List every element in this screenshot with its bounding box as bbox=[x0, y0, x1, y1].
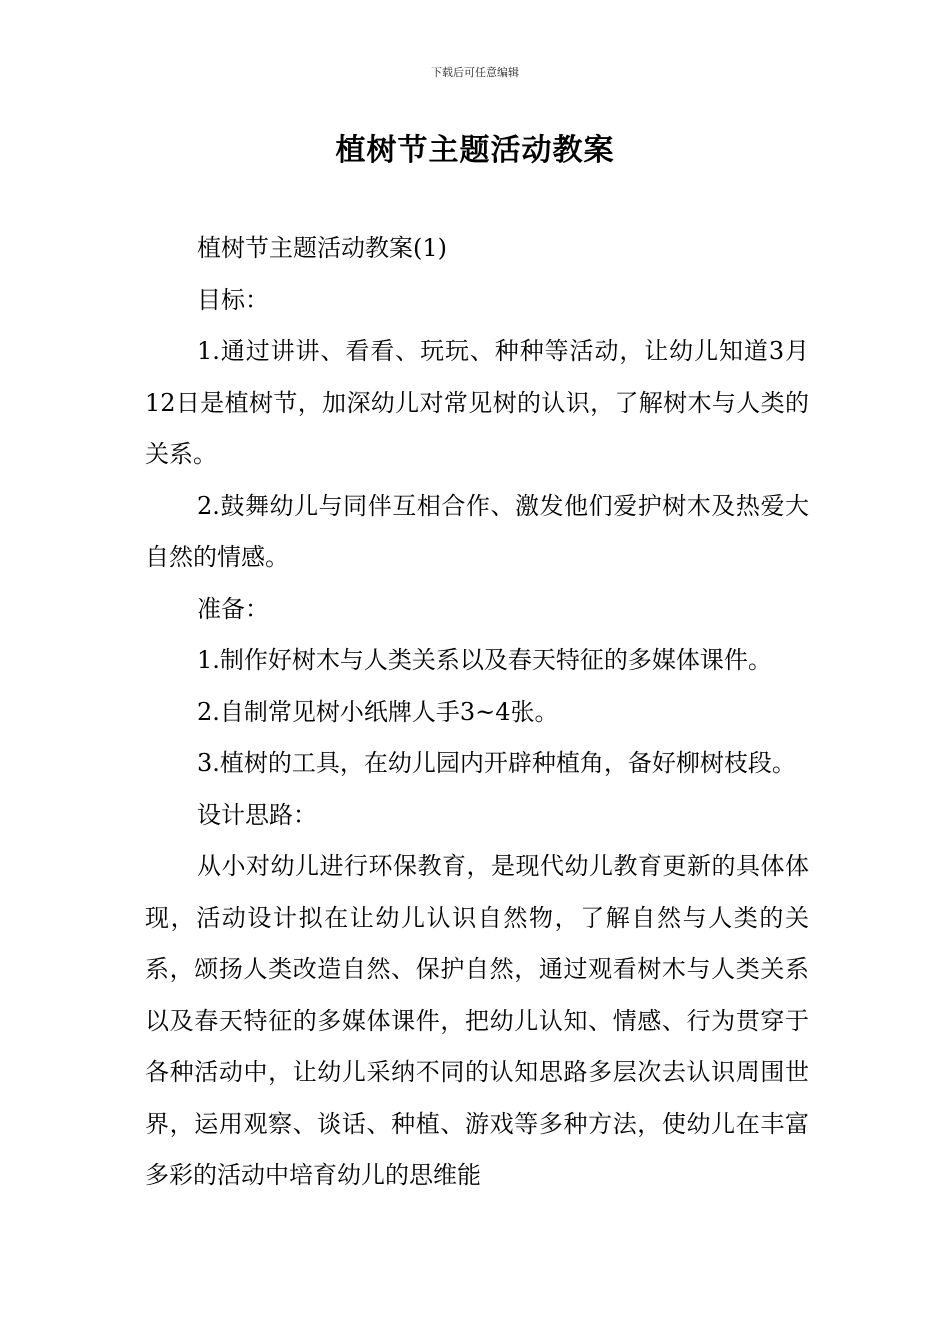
document-body bbox=[145, 223, 809, 1202]
paragraph-preparation-3: 3.植树的工具，在幼儿园内开辟种植角，备好柳树枝段。 bbox=[197, 749, 796, 777]
paragraph-goal-1: 1.通过讲讲、看看、玩玩、种种等活动，让幼儿知道3月12日是植树节，加深幼儿对常见树的认识，了解树木与人类的关系。 bbox=[145, 337, 809, 468]
paragraph-preparation-2: 2.自制常见树小纸牌人手3~4张。 bbox=[197, 697, 559, 726]
paragraph-design-heading: 设计思路： bbox=[197, 800, 317, 829]
paragraph-goals-heading: 目标： bbox=[197, 285, 269, 314]
paragraph-preparation-heading: 准备： bbox=[197, 594, 269, 623]
paragraph-preparation-1: 1.制作好树木与人类关系以及春天特征的多媒体课件。 bbox=[197, 646, 772, 674]
document-title: 植树节主题活动教案 bbox=[335, 133, 615, 168]
paragraph-goal-2: 2.鼓舞幼儿与同伴互相合作、激发他们爱护树木及热爱大自然的情感。 bbox=[145, 491, 809, 571]
paragraph-design-body: 从小对幼儿进行环保教育，是现代幼儿教育更新的具体体现，活动设计拟在让幼儿认识自然物，了解自然与人类的关系，颂扬人类改造自然、保护自然，通过观看树木与人类关系以及春天特征的多媒体课件，把幼儿认知、情感、行为贯穿于各种活动中，让幼儿采纳不同的认知思路多层次去认识周围世界，运用观察、谈话、种植、游戏等多种方法，使幼儿在丰富多彩的活动中培育幼儿的思维能 bbox=[145, 852, 809, 1189]
paragraph-subtitle: 植树节主题活动教案(1) bbox=[197, 234, 447, 262]
header-note: 下载后可任意编辑 bbox=[431, 66, 519, 79]
